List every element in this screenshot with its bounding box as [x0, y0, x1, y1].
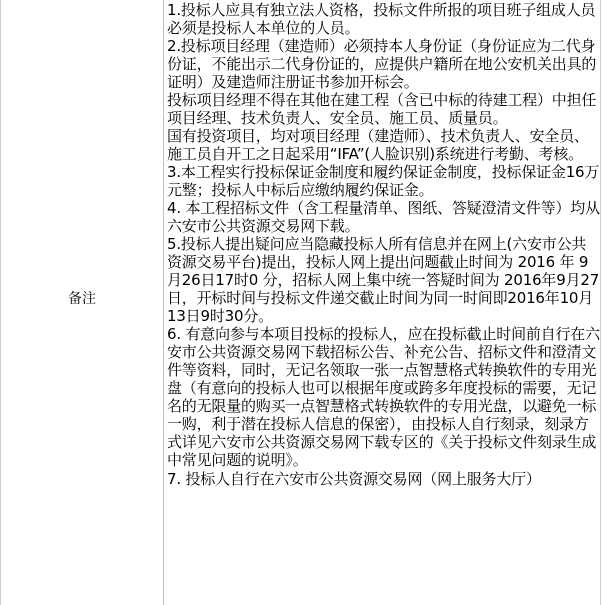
note-paragraph-4: 国有投资项目，均对项目经理（建造师）、技术负责人、安全员、施工员自开工之日起采用“IFA”(人脸识别)系统进行考勤、考核。 — [167, 127, 589, 163]
notes-content-cell — [166, 0, 600, 605]
note-paragraph-9: 7. 投标人自行在六安市公共资源交易网（网上服务大厅） — [167, 470, 541, 488]
note-paragraph-6: 4. 本工程招标文件（含工程量清单、图纸、答疑澄清文件等）均从六安市公共资源交易网下载。 — [167, 199, 600, 235]
note-paragraph-8: 6. 有意向参与本项目投标的投标人，应在投标截止时间前自行在六安市公共资源交易网下载招标公告、补充公告、招标文件和澄清文件等资料，同时，无记名领取一张一点智慧格式转换软件的专用光盘（有意向的投标人也可以根据年度或跨多年度投标的需要，无记名的无限量的购买一点智慧格式转换软件的专用光盘，以避免一标一购，利于潜在投标人信息的保密），由投标人自行刻录，刻录方式详见六安市公共资源交易网下载专区的《关于投标文件刻录生成中常见问题的说明》。 — [167, 325, 600, 469]
note-paragraph-3: 投标项目经理不得在其他在建工程（含已中标的待建工程）中担任项目经理、技术负责人、安全员、施工员、质量员。 — [167, 91, 597, 127]
note-paragraph-2: 2.投标项目经理（建造师）必须持本人身份证（身份证应为二代身份证，不能出示二代身份证的，应提供户籍所在地公安机关出具的证明）及建造师注册证书参加开标会。 — [167, 37, 597, 91]
notes-label: 备注 — [68, 290, 96, 307]
note-paragraph-5: 3.本工程实行投标保证金制度和履约保证金制度，投标保证金16万元整；投标人中标后应缴纳履约保证金。 — [167, 163, 600, 199]
note-paragraph-7: 5.投标人提出疑问应当隐藏投标人所有信息并在网上(六安市公共资源交易平台)提出，投标人网上提出问题截止时间为 2016 年 9月26日17时0 分，招标人网上集中统一答疑时间为 2016年9月27日，开标时间与投标文件递交截止时间为同一时间即2016年10月13日9时30分。 — [167, 235, 600, 325]
note-paragraph-1: 1.投标人应具有独立法人资格，投标文件所报的项目班子组成人员必须是投标人本单位的人员。 — [167, 1, 596, 37]
notes-label-cell — [1, 0, 164, 605]
table-right-border — [600, 0, 601, 605]
